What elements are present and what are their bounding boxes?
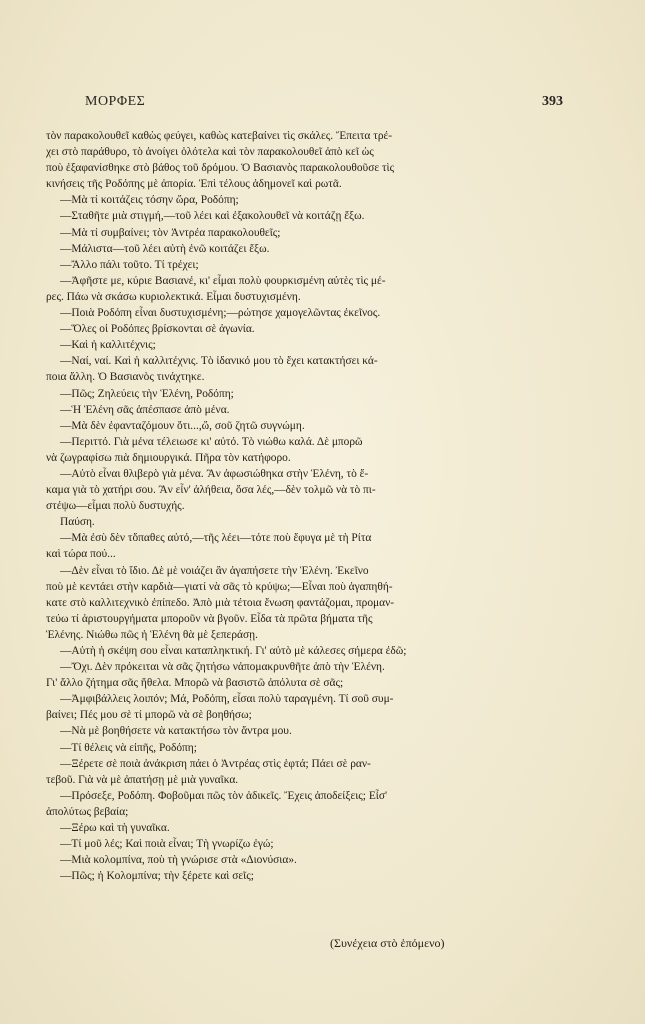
dialogue-line: —Πῶς; ἡ Κολομπίνα; τὴν ξέρετε καὶ σεῖς;: [60, 870, 254, 883]
text-line: ποὺ ἐξαφανίσθηκε στὸ βάθος τοῦ δρόμου. Ὁ Βασιανὸς παρακολουθοῦσε τὶς: [46, 162, 395, 175]
text-line: στέψω—εἶμαι πολὺ δυστυχής.: [46, 500, 185, 513]
dialogue-line: —Αὐτὴ ἡ σκέψη σου εἶναι καταπληκτική. Γι' αὐτὸ μὲ κάλεσες σήμερα ἐδῶ;: [60, 645, 407, 657]
text-line: βαίνει; Πές μου σὲ τί μπορῶ νὰ σὲ βοηθήσω;: [46, 709, 252, 722]
dialogue-line: —Μὰ τί κοιτάζεις τόσην ὥρα, Ροδόπη;: [60, 194, 239, 207]
dialogue-line: —Ἀφῆστε με, κύριε Βασιανέ, κι' εἶμαι πολὺ φουρκισμένη αὐτὲς τὶς μέ-: [60, 274, 386, 287]
text-line: τὸν παρακολουθεῖ καθὼς φεύγει, καθὼς κατεβαίνει τὶς σκάλες. Ἔπειτα τρέ-: [46, 130, 393, 142]
dialogue-line: —Ναί, ναί. Καὶ ἡ καλλιτέχνις. Τὸ ἰδανικό μου τὸ ἔχει κατακτήσει κά-: [60, 355, 378, 368]
dialogue-line: —Μὰ ἐσὺ δὲν τὄπαθες αὐτό,—τῆς λέει—τότε ποὺ ἔφυγα μὲ τὴ Ρίτα: [60, 532, 372, 545]
dialogue-line: —Τί θέλεις νὰ εἰπῆς, Ροδόπη;: [60, 741, 197, 754]
page-header: [85, 94, 563, 112]
running-title: ΜΟΡΦΕΣ: [85, 94, 146, 109]
dialogue-line: —Ποιὰ Ροδόπη εἶναι δυστυχισμένη;—ρώτησε χαμογελῶντας ἐκεῖνος.: [60, 307, 381, 320]
text-line: ποια ἄλλη. Ὁ Βασιανὸς τινάχτηκε.: [46, 371, 205, 384]
text-line: ρες. Πάω νὰ σκάσω κυριολεκτικά. Εἶμαι δυστυχισμένη.: [46, 290, 301, 303]
stage-direction: Παύση.: [60, 516, 95, 529]
text-line: Ἑλένης. Νιώθω πῶς ἡ Ἑλένη θὰ μὲ ξεπεράσῃ.: [46, 628, 258, 641]
text-line: κινήσεις τῆς Ροδόπης μὲ ἀπορία. Ἐπὶ τέλους ἀδημονεῖ καὶ ρωτᾶ.: [46, 178, 342, 191]
dialogue-line: —Ἄλλο πάλι τοῦτο. Τί τρέχει;: [60, 258, 199, 271]
text-line: Γι' ἄλλο ζήτημα σᾶς ἤθελα. Μπορῶ νὰ βασιστῶ ἀπόλυτα σὲ σᾶς;: [46, 677, 344, 690]
text-line: χει στὸ παράθυρο, τὸ ἀνοίγει ὁλότελα καὶ τὸν παρακολουθεῖ ἀπὸ κεῖ ὡς: [46, 146, 374, 159]
dialogue-line: —Περιττό. Γιὰ μένα τέλειωσε κι' αὐτό. Τὸ νιώθω καλά. Δὲ μπορῶ: [60, 435, 363, 448]
dialogue-line: —Τί μοῦ λές; Καὶ ποιὰ εἶναι; Τὴ γνωρίζω ἐγώ;: [60, 838, 274, 851]
dialogue-line: —Πρόσεξε, Ροδόπη. Φοβοῦμαι πῶς τὸν ἀδικεῖς. Ἔχεις ἀποδείξεις; Εἶσ': [60, 789, 388, 802]
dialogue-line: —Καὶ ἡ καλλιτέχνις;: [60, 339, 156, 352]
dialogue-line: —Μὰ τί συμβαίνει; τὸν Ἀντρέα παρακολουθεῖς;: [60, 226, 281, 239]
dialogue-line: —Ἡ Ἑλένη σᾶς ἀπέσπασε ἀπὸ μένα.: [60, 403, 230, 416]
body-text: [46, 128, 556, 884]
dialogue-line: —Ὄχι. Δὲν πρόκειται νὰ σᾶς ζητήσω νἀπομακρυνθῆτε ἀπὸ τὴν Ἑλένη.: [60, 661, 385, 674]
text-line: ἀπολύτως βεβαία;: [46, 805, 129, 818]
text-line: καμα γιὰ τὸ χατήρι σου. Ἂν εἶν' ἀλήθεια, ὅσα λές,—δὲν τολμῶ νὰ τὸ πι-: [46, 484, 376, 497]
text-line: τεβοῦ. Γιὰ νὰ μὲ ἀπατήσῃ μὲ μιὰ γυναῖκα.: [46, 773, 239, 786]
text-line: νὰ ζωγραφίσω πιὰ δημιουργικά. Πῆρα τὸν κατήφορο.: [46, 451, 291, 464]
dialogue-line: —Ξέρετε σὲ ποιὰ ἀνάκριση πάει ὁ Ἀντρέας στὶς ἑφτά; Πάει σὲ ραν-: [60, 757, 371, 770]
dialogue-line: —Αὐτὸ εἶναι θλιβερὸ γιὰ μένα. Ἂν ἀφωσιώθηκα στὴν Ἑλένη, τὸ ἔ-: [60, 467, 369, 480]
dialogue-line: —Ξέρω καὶ τὴ γυναῖκα.: [60, 822, 170, 835]
text-line: καὶ τώρα πού...: [46, 548, 116, 561]
dialogue-line: —Σταθῆτε μιὰ στιγμή,—τοῦ λέει καὶ ἐξακολουθεῖ νὰ κοιτάζῃ ἔξω.: [60, 210, 365, 223]
dialogue-line: —Μάλιστα—τοῦ λέει αὐτὴ ἐνῶ κοιτάζει ἔξω.: [60, 242, 270, 255]
dialogue-line: —Μὰ δὲν ἐφανταζόμουν ὅτι...,ὤ, σοῦ ζητῶ συγνώμη.: [60, 419, 305, 432]
dialogue-line: —Πῶς; Ζηλεύεις τὴν Ἑλένη, Ροδόπη;: [60, 387, 234, 400]
continued-note: (Συνέχεια στὸ ἑπόμενο): [330, 936, 445, 950]
dialogue-line: —Δὲν εἶναι τὸ ἴδιο. Δὲ μὲ νοιάζει ἂν ἀγαπήσετε τὴν Ἑλένη. Ἐκεῖνο: [60, 564, 369, 577]
dialogue-line: —Νὰ μὲ βοηθήσετε νὰ κατακτήσω τὸν ἄντρα μου.: [60, 725, 292, 738]
dialogue-line: —Μιὰ κολομπίνα, ποὺ τὴ γνώρισε στὰ «Διονύσια».: [60, 854, 297, 867]
text-line: τεύω τί ἀριστουργήματα μποροῦν νὰ βγοῦν. Εἶδα τὰ πρῶτα βήματα τῆς: [46, 612, 373, 625]
text-line: ποὺ μὲ κεντάει στὴν καρδιὰ—γιατί νὰ σᾶς τὸ κρύψω;—Εἶναι ποὺ ἀγαπηθή-: [46, 580, 393, 593]
text-line: κατε στὸ καλλιτεχνικὸ ἐπίπεδο. Ἀπὸ μιὰ τέτοια ἕνωση φαντάζομαι, προμαν-: [46, 596, 395, 609]
dialogue-line: —Ὅλες οἱ Ροδόπες βρίσκονται σὲ ἀγωνία.: [60, 323, 255, 336]
page-number: 393: [542, 94, 563, 109]
dialogue-line: —Ἀμφιβάλλεις λοιπόν; Μά, Ροδόπη, εἶσαι πολὺ ταραγμένη. Τί σοῦ συμ-: [60, 693, 394, 706]
